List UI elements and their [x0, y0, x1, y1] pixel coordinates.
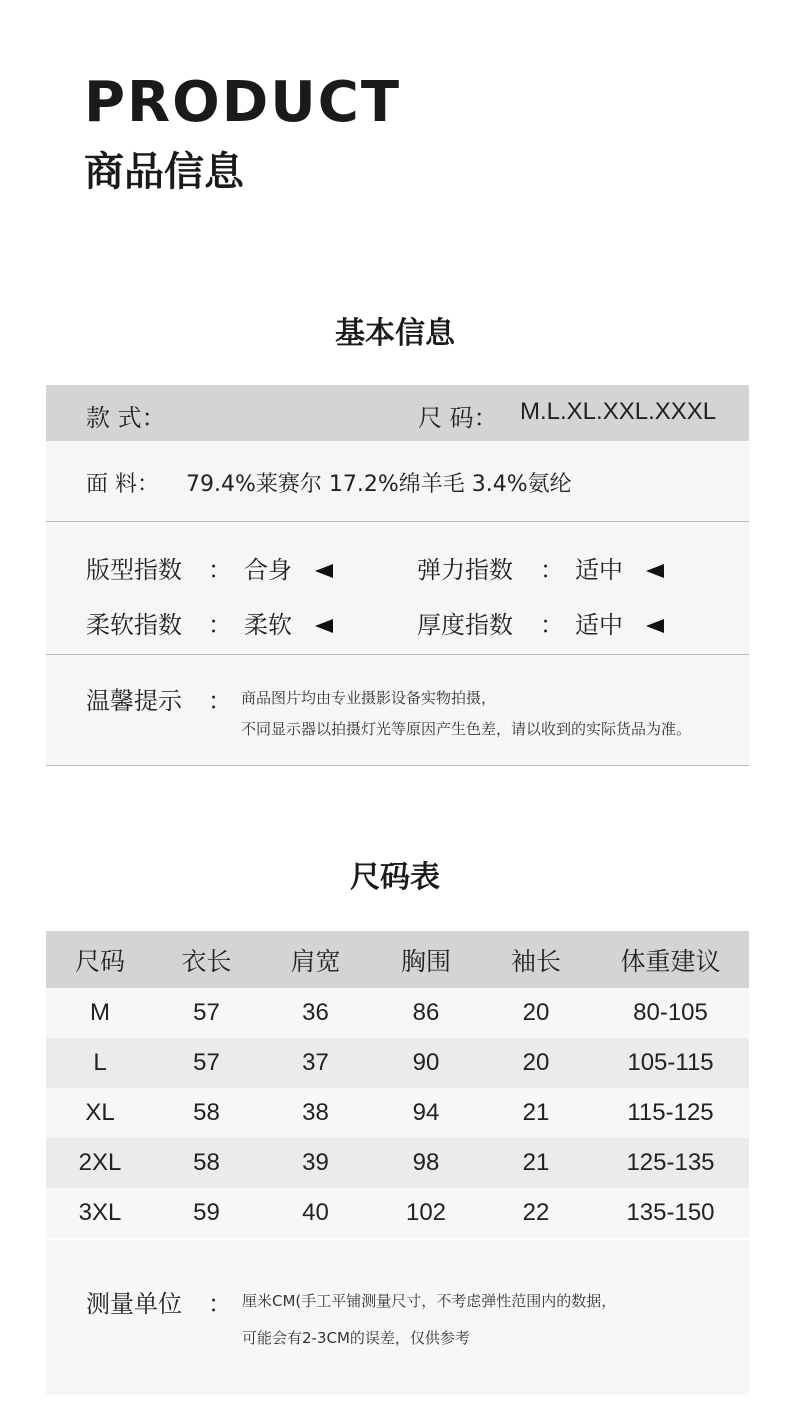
table-row — [46, 1088, 749, 1138]
table-cell: M — [46, 988, 154, 1038]
table-cell: 38 — [259, 1088, 372, 1138]
column-header: 体重建议 — [592, 931, 749, 988]
unit-line-1: 厘米CM(手工平铺测量尺寸，不考虑弹性范围内的数据， — [242, 1292, 617, 1310]
table-cell: 39 — [259, 1138, 372, 1188]
style-size-bar — [46, 385, 749, 441]
basic-info-title: 基本信息 — [335, 316, 455, 351]
index-value-softness: 柔软 — [244, 611, 292, 639]
table-cell: 58 — [154, 1088, 259, 1138]
unit-label: 测量单位 — [86, 1290, 182, 1318]
column-header: 胸围 — [372, 931, 480, 988]
left-triangle-icon — [315, 615, 333, 634]
table-cell: 90 — [372, 1038, 480, 1088]
table-cell: 36 — [259, 988, 372, 1038]
left-triangle-icon — [646, 560, 664, 579]
page-title-cn: 商品信息 — [84, 149, 244, 195]
table-row — [46, 1038, 749, 1088]
table-cell: 94 — [372, 1088, 480, 1138]
table-cell: L — [46, 1038, 154, 1088]
column-header: 尺码 — [46, 931, 154, 988]
style-label: 款 式： — [86, 404, 166, 432]
table-cell: 22 — [480, 1188, 592, 1238]
table-header-row — [46, 931, 749, 988]
column-header: 衣长 — [154, 931, 259, 988]
table-cell: 115-125 — [592, 1088, 749, 1138]
index-label-elasticity: 弹力指数 — [417, 556, 513, 584]
table-cell: 57 — [154, 988, 259, 1038]
table-row — [46, 988, 749, 1038]
index-colon: ： — [208, 556, 232, 584]
size-value: M.L.XL.XXL.XXXL — [520, 398, 717, 425]
table-cell: 102 — [372, 1188, 480, 1238]
tip-line-2: 不同显示器以拍摄灯光等原因产生色差，请以收到的实际货品为准。 — [241, 720, 692, 738]
table-cell: XL — [46, 1088, 154, 1138]
index-label-fit: 版型指数 — [86, 556, 182, 584]
table-cell: 3XL — [46, 1188, 154, 1238]
tip-line-1: 商品图片均由专业摄影设备实物拍摄， — [241, 689, 497, 707]
table-cell: 135-150 — [592, 1188, 749, 1238]
table-cell: 105-115 — [592, 1038, 749, 1088]
table-cell: 125-135 — [592, 1138, 749, 1188]
divider — [46, 765, 749, 766]
fabric-value: 79.4%莱赛尔 17.2%绵羊毛 3.4%氨纶 — [186, 472, 572, 497]
index-colon: ： — [208, 611, 232, 639]
tip-colon: ： — [208, 687, 232, 715]
table-cell: 98 — [372, 1138, 480, 1188]
size-table — [46, 931, 749, 1238]
left-triangle-icon — [315, 560, 333, 579]
table-cell: 59 — [154, 1188, 259, 1238]
index-value-fit: 合身 — [244, 556, 292, 584]
table-cell: 20 — [480, 1038, 592, 1088]
unit-colon: ： — [208, 1290, 232, 1318]
table-cell: 58 — [154, 1138, 259, 1188]
size-label: 尺 码： — [418, 404, 498, 432]
table-row — [46, 1188, 749, 1238]
left-triangle-icon — [646, 615, 664, 634]
index-label-softness: 柔软指数 — [86, 611, 182, 639]
table-cell: 20 — [480, 988, 592, 1038]
table-cell: 80-105 — [592, 988, 749, 1038]
column-header: 肩宽 — [259, 931, 372, 988]
divider — [46, 521, 749, 522]
table-cell: 37 — [259, 1038, 372, 1088]
index-value-thickness: 适中 — [575, 611, 623, 639]
index-label-thickness: 厚度指数 — [417, 611, 513, 639]
table-cell: 21 — [480, 1138, 592, 1188]
column-header: 袖长 — [480, 931, 592, 988]
table-cell: 2XL — [46, 1138, 154, 1188]
table-row — [46, 1138, 749, 1188]
index-colon: ： — [540, 611, 564, 639]
unit-line-2: 可能会有2-3CM的误差，仅供参考 — [242, 1329, 470, 1347]
table-cell: 21 — [480, 1088, 592, 1138]
table-cell: 86 — [372, 988, 480, 1038]
fabric-label: 面 料： — [86, 472, 159, 497]
tip-label: 温馨提示 — [86, 687, 182, 715]
page-title-en: PRODUCT — [84, 70, 402, 135]
index-value-elasticity: 适中 — [575, 556, 623, 584]
table-cell: 57 — [154, 1038, 259, 1088]
divider — [46, 654, 749, 655]
size-chart-title: 尺码表 — [350, 860, 440, 895]
index-colon: ： — [540, 556, 564, 584]
table-cell: 40 — [259, 1188, 372, 1238]
